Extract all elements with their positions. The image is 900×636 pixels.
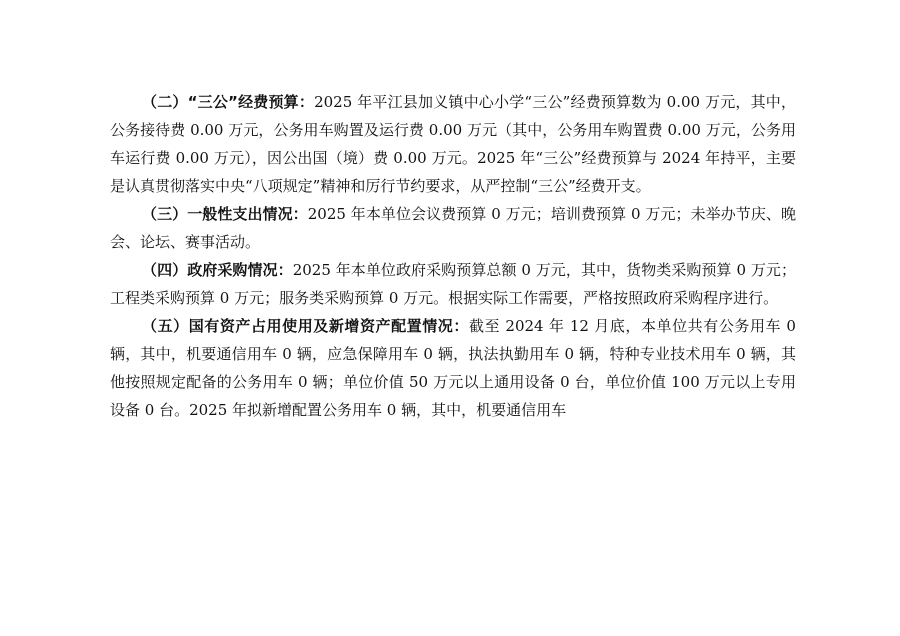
paragraph-state-assets (110, 312, 796, 424)
paragraph-heading: （五）国有资产占用使用及新增资产配置情况： (142, 317, 469, 335)
paragraph-general-expenditure (110, 200, 796, 256)
paragraph-text: 2025 年平江县加义镇中心小学“三公”经费预算数为 0.00 万元，其中，公务接待费 0.00 万元，公务用车购置及运行费 0.00 万元（其中，公务用车购置费 0.00 万元，公务用车运行费 0.00 万元），因公出国（境）费 0.00 万元。2025 年“三公”经费预算与 2024 年持平，主要是认真贯彻落实中央“八项规定”精神和厉行节约要求，从严控制“三公”经费开支。 (110, 93, 796, 195)
paragraph-text: 2025 年本单位政府采购预算总额 0 万元，其中，货物类采购预算 0 万元；工程类采购预算 0 万元；服务类采购预算 0 万元。根据实际工作需要，严格按照政府采购程序进行。 (110, 261, 796, 307)
paragraph-government-procurement (110, 256, 796, 312)
paragraph-heading: （四）政府采购情况： (142, 261, 293, 279)
paragraph-text: 截至 2024 年 12 月底，本单位共有公务用车 0 辆，其中，机要通信用车 0 辆，应急保障用车 0 辆，执法执勤用车 0 辆，特种专业技术用车 0 辆，其他按照规定配备的公务用车 0 辆；单位价值 50 万元以上通用设备 0 台，单位价值 100 万元以上专用设备 0 台。2025 年拟新增配置公务用车 0 辆，其中，机要通信用车 (110, 317, 796, 419)
paragraph-sangong-budget (110, 88, 796, 200)
paragraph-text: 2025 年本单位会议费预算 0 万元；培训费预算 0 万元；未举办节庆、晚会、论坛、赛事活动。 (110, 205, 796, 251)
document-body (110, 88, 796, 424)
paragraph-heading: （二）“三公”经费预算： (142, 93, 315, 111)
paragraph-heading: （三）一般性支出情况： (142, 205, 308, 223)
